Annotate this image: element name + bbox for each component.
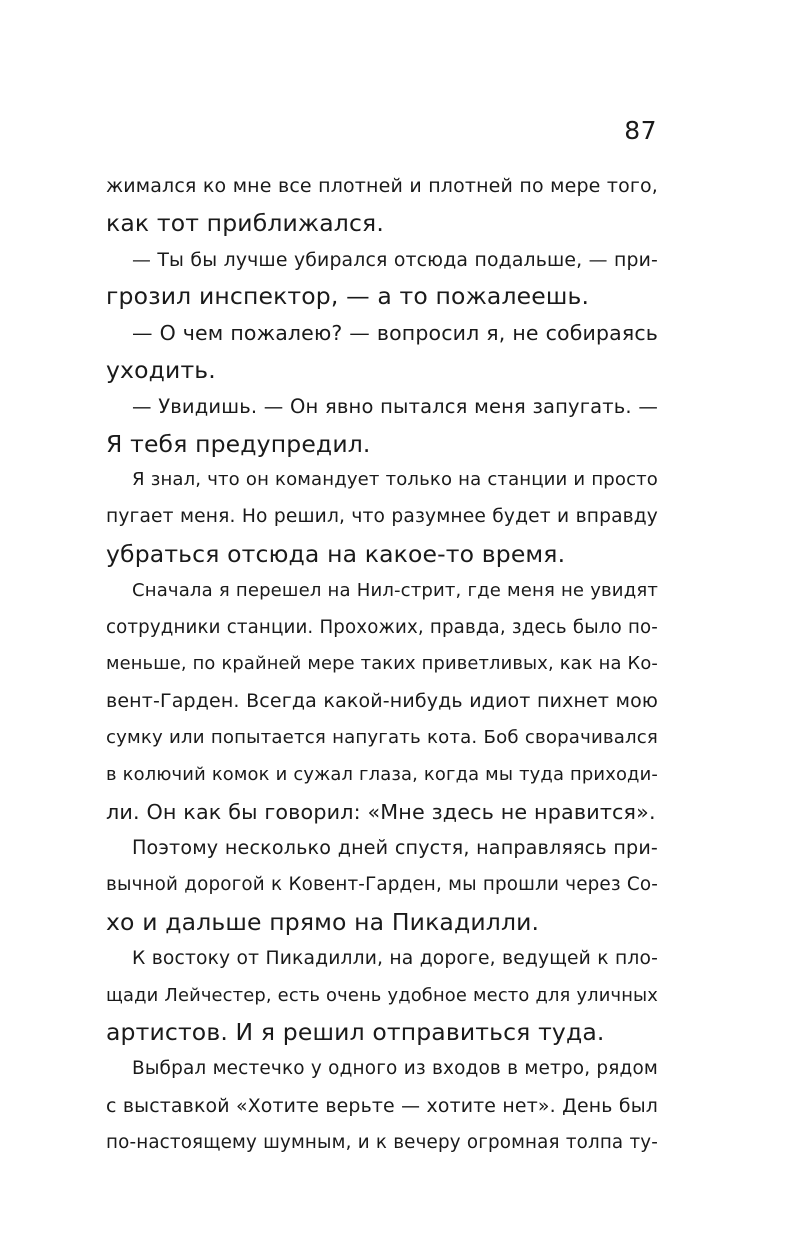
text-line: вент-Гарден. Всегда какой-нибудь идиот пихнет мою (106, 690, 658, 713)
text-line: жимался ко мне все плотней и плотней по мере того, (106, 175, 658, 197)
text-line: — Увидишь. — Он явно пытался меня запугать. — (132, 394, 658, 418)
text-line: вычной дорогой к Ковент-Гарден, мы прошли через Со- (106, 874, 658, 896)
text-line: К востоку от Пикадилли, на дороге, ведущей к пло- (132, 947, 658, 969)
text-line: Выбрал местечко у одного из входов в метро, рядом (132, 1058, 658, 1080)
text-line: — Ты бы лучше убирался отсюда подальше, — при- (132, 248, 658, 271)
text-line: пугает меня. Но решил, что разумнее будет и вправду (106, 506, 658, 528)
page-number: 87 (624, 116, 657, 145)
text-line: уходить. (106, 355, 216, 384)
text-line: убраться отсюда на какое-то время. (106, 539, 566, 568)
text-line: в колючий комок и сужал глаза, когда мы туда приходи- (106, 763, 658, 785)
text-line: с выставкой «Хотите верьте — хотите нет». День был (106, 1094, 658, 1117)
paragraph (106, 389, 658, 463)
text-line: артистов. И я решил отправиться туда. (106, 1018, 605, 1047)
paragraph (106, 462, 658, 572)
paragraph (106, 573, 658, 831)
paragraph (106, 168, 658, 242)
text-line: Поэтому несколько дней спустя, направляясь при- (132, 836, 658, 860)
text-line: щади Лейчестер, есть очень удобное место для уличных (106, 984, 658, 1006)
paragraph (106, 941, 658, 1051)
paragraph (106, 830, 658, 940)
text-line: сотрудники станции. Прохожих, правда, здесь было по- (106, 616, 658, 638)
text-line: меньше, по крайней мере таких приветливых, как на Ко- (106, 653, 658, 675)
text-line: Я тебя предупредил. (106, 429, 371, 458)
text-line: Я знал, что он командует только на станции и просто (132, 469, 658, 491)
text-line: Сначала я перешел на Нил-стрит, где меня не увидят (132, 579, 658, 601)
text-line: сумку или попытается напугать кота. Боб сворачивался (106, 726, 658, 748)
text-line: хо и дальше прямо на Пикадилли. (106, 907, 540, 936)
text-line: — О чем пожалею? — вопросил я, не собираясь (132, 321, 658, 346)
paragraph (106, 242, 658, 316)
paragraph (106, 315, 658, 389)
text-line: как тот приближался. (106, 208, 384, 237)
text-line: грозил инспектор, — а то пожалеешь. (106, 282, 590, 311)
body-text (106, 168, 658, 1162)
text-line: по-настоящему шумным, и к вечеру огромная толпа ту- (106, 1131, 658, 1153)
paragraph (106, 1051, 658, 1161)
text-line: ли. Он как бы говорил: «Мне здесь не нравится». (106, 799, 656, 824)
